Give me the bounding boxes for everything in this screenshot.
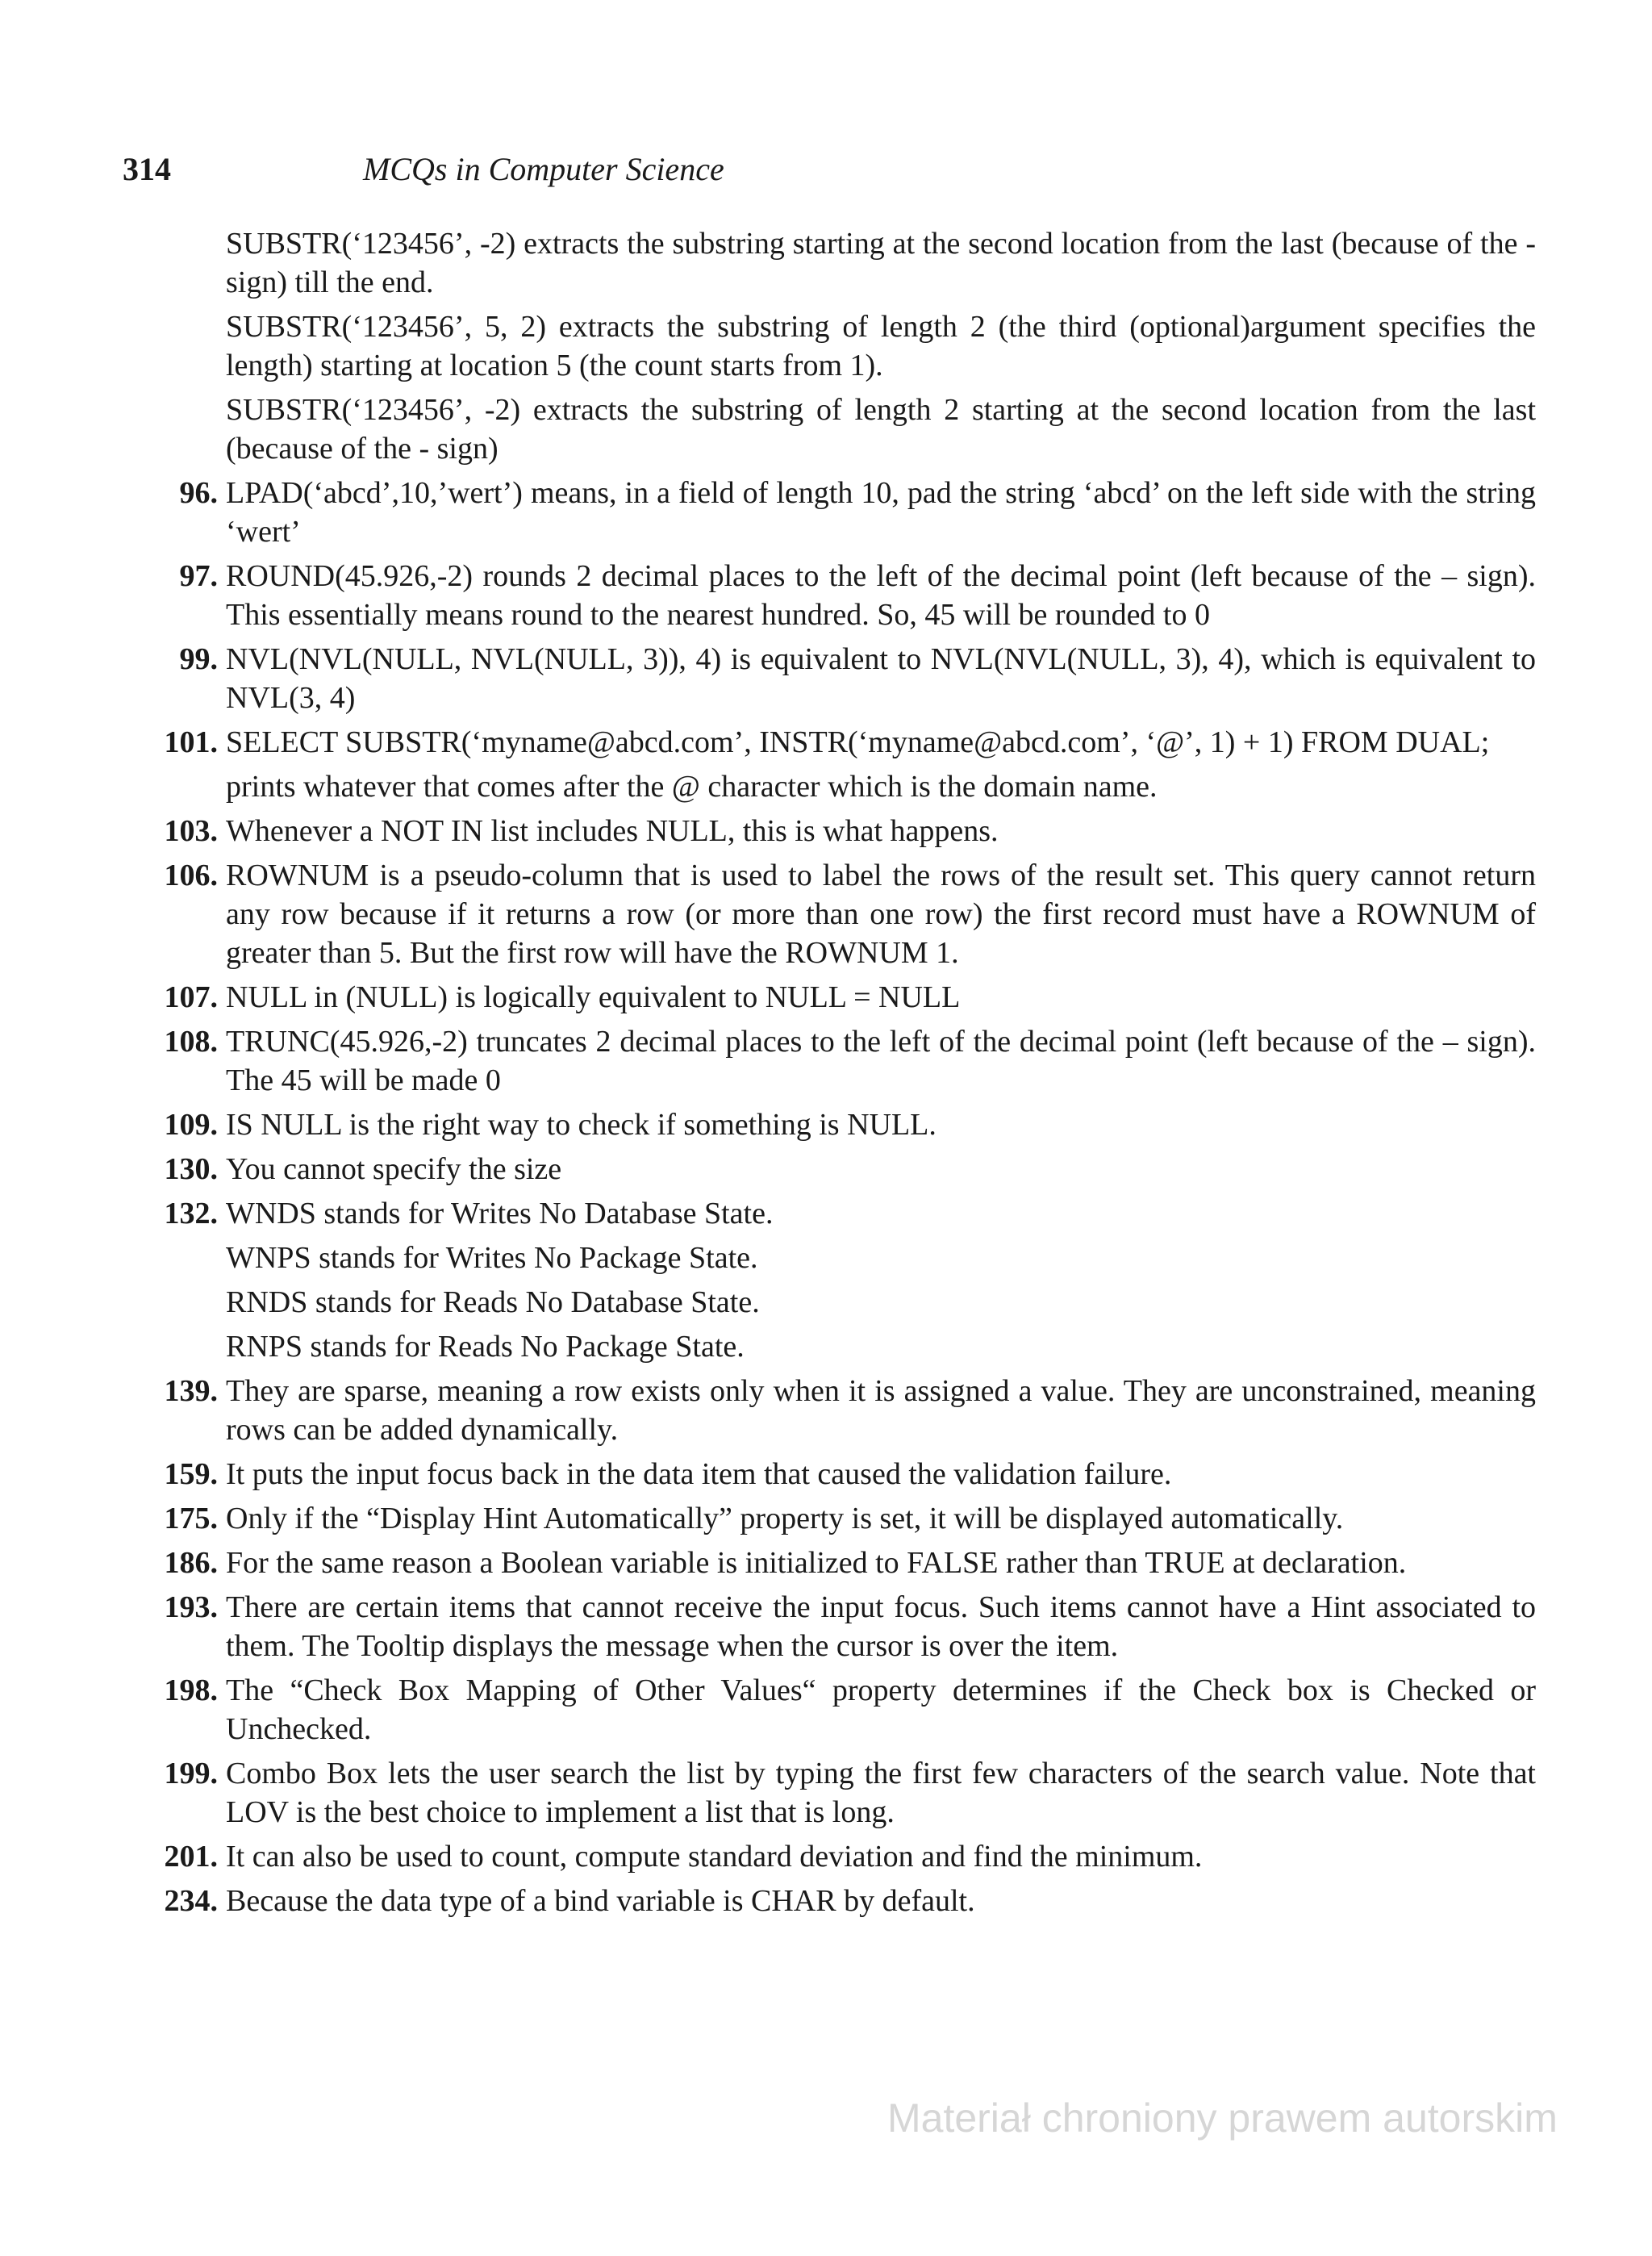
question-number: 132. bbox=[164, 1197, 218, 1230]
explanation-text: SELECT SUBSTR(‘myname@abcd.com’, INSTR(‘myname@abcd.com’, ‘@’, 1) + 1) FROM DUAL; bbox=[226, 725, 1490, 759]
question-number: 107. bbox=[164, 980, 218, 1014]
question-number: 199. bbox=[164, 1757, 218, 1790]
explanation-item bbox=[129, 557, 1536, 634]
question-number: 159. bbox=[164, 1457, 218, 1491]
question-number: 109. bbox=[164, 1108, 218, 1142]
explanation-item bbox=[129, 1754, 1536, 1832]
explanation-item bbox=[129, 474, 1536, 551]
question-number: 234. bbox=[164, 1884, 218, 1918]
explanation-item bbox=[129, 723, 1536, 806]
explanation-text: RNDS stands for Reads No Database State. bbox=[226, 1285, 760, 1319]
explanation-text: They are sparse, meaning a row exists only when it is assigned a value. They are unconstrained, meaning rows can be added dynamically. bbox=[226, 1374, 1536, 1447]
question-number: 99. bbox=[179, 642, 218, 676]
explanation-text: ROWNUM is a pseudo-column that is used to label the rows of the result set. This query cannot return any row because if it returns a row (or more than one row) the first record must have a ROWNUM of greater than 5. But the first row will have the ROWNUM 1. bbox=[226, 859, 1536, 970]
running-title: MCQs in Computer Science bbox=[363, 151, 724, 187]
explanation-item bbox=[129, 1455, 1536, 1494]
explanation-text: The “Check Box Mapping of Other Values“ property determines if the Check box is Checked or Unchecked. bbox=[226, 1673, 1536, 1746]
explanation-item bbox=[129, 856, 1536, 972]
question-number: 175. bbox=[164, 1502, 218, 1535]
explanation-text: IS NULL is the right way to check if something is NULL. bbox=[226, 1108, 937, 1142]
continued-explanation-1: SUBSTR(‘123456’, -2) extracts the substring starting at the second location from the last (because of the - sign) till the end. bbox=[226, 227, 1536, 299]
explanation-list bbox=[129, 474, 1536, 1920]
explanation-text: LPAD(‘abcd’,10,’wert’) means, in a field of length 10, pad the string ‘abcd’ on the left side with the string ‘wert’ bbox=[226, 476, 1536, 549]
question-number: 96. bbox=[179, 476, 218, 510]
explanation-item bbox=[129, 1194, 1536, 1366]
question-number: 106. bbox=[164, 859, 218, 892]
explanation-text: It puts the input focus back in the data item that caused the validation failure. bbox=[226, 1457, 1172, 1491]
continued-explanation-2: SUBSTR(‘123456’, 5, 2) extracts the substring of length 2 (the third (optional)argument specifies the length) starting at location 5 (the count starts from 1). bbox=[226, 310, 1536, 382]
explanation-item bbox=[129, 1022, 1536, 1100]
explanation-text: There are certain items that cannot receive the input focus. Such items cannot have a Hint associated to them. The Tooltip displays the message when the cursor is over the item. bbox=[226, 1590, 1536, 1663]
question-number: 139. bbox=[164, 1374, 218, 1408]
explanation-text: For the same reason a Boolean variable is initialized to FALSE rather than TRUE at declaration. bbox=[226, 1546, 1407, 1580]
question-number: 186. bbox=[164, 1546, 218, 1580]
question-number: 130. bbox=[164, 1152, 218, 1186]
question-number: 103. bbox=[164, 814, 218, 848]
explanation-item bbox=[129, 1671, 1536, 1748]
question-number: 97. bbox=[179, 559, 218, 593]
question-number: 101. bbox=[164, 725, 218, 759]
explanation-text: Because the data type of a bind variable is CHAR by default. bbox=[226, 1884, 975, 1918]
explanation-item bbox=[129, 1544, 1536, 1582]
explanation-item bbox=[129, 1499, 1536, 1538]
question-number: 201. bbox=[164, 1840, 218, 1874]
explanation-item bbox=[129, 640, 1536, 717]
explanation-text: RNPS stands for Reads No Package State. bbox=[226, 1330, 745, 1364]
explanation-text: WNDS stands for Writes No Database State. bbox=[226, 1197, 774, 1230]
explanation-text: TRUNC(45.926,-2) truncates 2 decimal places to the left of the decimal point (left because of the – sign). The 45 will be made 0 bbox=[226, 1025, 1536, 1097]
explanation-text: NULL in (NULL) is logically equivalent to NULL = NULL bbox=[226, 980, 961, 1014]
explanation-item bbox=[129, 1150, 1536, 1189]
explanation-text: WNPS stands for Writes No Package State. bbox=[226, 1241, 758, 1275]
explanation-text: Only if the “Display Hint Automatically” property is set, it will be displayed automatically. bbox=[226, 1502, 1344, 1535]
explanation-item bbox=[129, 1105, 1536, 1144]
question-number: 108. bbox=[164, 1025, 218, 1059]
explanation-item bbox=[129, 1372, 1536, 1449]
explanation-item bbox=[129, 1837, 1536, 1876]
question-number: 193. bbox=[164, 1590, 218, 1624]
explanation-item bbox=[129, 812, 1536, 850]
explanation-text: Combo Box lets the user search the list by typing the first few characters of the search value. Note that LOV is the best choice to implement a list that is long. bbox=[226, 1757, 1536, 1829]
answer-explanations bbox=[129, 224, 1536, 1926]
explanation-text: ROUND(45.926,-2) rounds 2 decimal places to the left of the decimal point (left because of the – sign). This essentially means round to the nearest hundred. So, 45 will be rounded to 0 bbox=[226, 559, 1536, 632]
question-number: 198. bbox=[164, 1673, 218, 1707]
explanation-item bbox=[129, 1882, 1536, 1920]
explanation-text: You cannot specify the size bbox=[226, 1152, 562, 1186]
explanation-item bbox=[129, 978, 1536, 1017]
page-number: 314 bbox=[123, 151, 171, 187]
explanation-text: Whenever a NOT IN list includes NULL, this is what happens. bbox=[226, 814, 999, 848]
explanation-item bbox=[129, 1588, 1536, 1665]
copyright-watermark: Materiał chroniony prawem autorskim bbox=[887, 2095, 1558, 2141]
continued-explanation-3: SUBSTR(‘123456’, -2) extracts the substring of length 2 starting at the second location from the last (because of the - sign) bbox=[226, 393, 1536, 466]
explanation-text: It can also be used to count, compute standard deviation and find the minimum. bbox=[226, 1840, 1203, 1874]
explanation-text: NVL(NVL(NULL, NVL(NULL, 3)), 4) is equivalent to NVL(NVL(NULL, 3), 4), which is equivalent to NVL(3, 4) bbox=[226, 642, 1536, 715]
explanation-text: prints whatever that comes after the @ character which is the domain name. bbox=[226, 770, 1158, 804]
